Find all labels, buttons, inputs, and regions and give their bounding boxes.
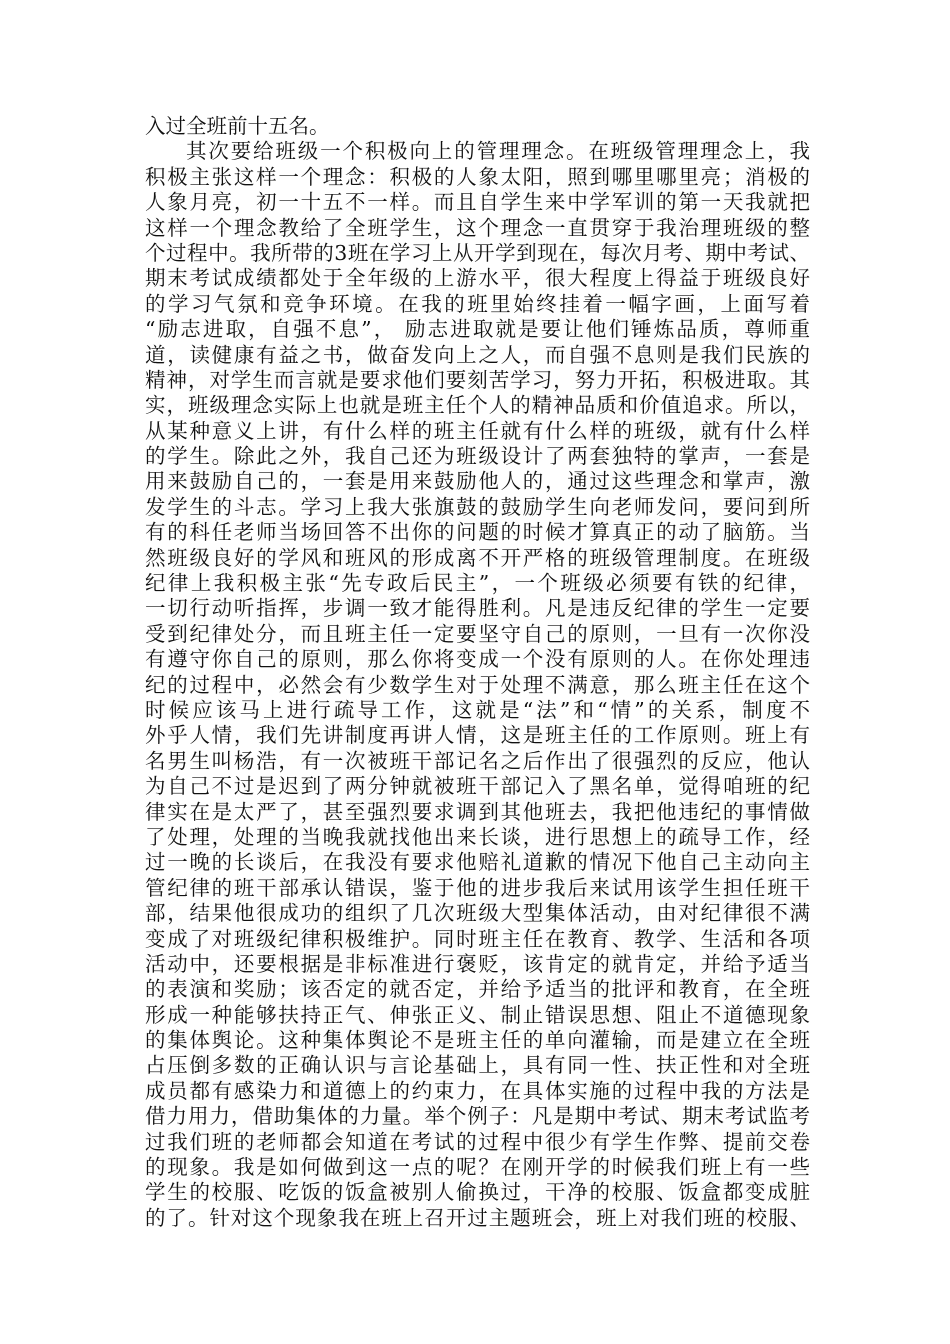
text-line: 占压倒多数的正确认识与言论基础上，具有同一性、扶正性和对全班	[145, 1053, 810, 1078]
text-line: 学生的校服、吃饭的饭盒被别人偷换过，干净的校服、饭盒都变成脏	[145, 1180, 810, 1205]
text-line: 有遵守你自己的原则，那么你将变成一个没有原则的人。在你处理违	[145, 647, 810, 672]
text-line: 纪的过程中，必然会有少数学生对于处理不满意，那么班主任在这个	[145, 672, 810, 697]
paragraph-start-line: 其次要给班级一个积极向上的管理理念。在班级管理理念上，我	[186, 139, 810, 164]
text-line: 成员都有感染力和道德上的约束力，在具体实施的过程中我的方法是	[145, 1078, 810, 1103]
text-line: 的学习气氛和竞争环境。在我的班里始终挂着一幅字画，上面写着	[145, 291, 810, 316]
text-line: 的学生。除此之外，我自己还为班级设计了两套独特的掌声，一套是	[145, 444, 810, 469]
text-line: “励志进取，自强不息”， 励志进取就是要让他们锤炼品质，尊师重	[145, 317, 810, 342]
text-line: 变成了对班级纪律积极维护。同时班主任在教育、教学、生活和各项	[145, 926, 810, 951]
text-line: 期末考试成绩都处于全年级的上游水平，很大程度上得益于班级良好	[145, 266, 810, 291]
text-line: 外乎人情，我们先讲制度再讲人情，这是班主任的工作原则。班上有	[145, 723, 810, 748]
text-line: 的现象。我是如何做到这一点的呢？在刚开学的时候我们班上有一些	[145, 1155, 810, 1180]
text-line: 道，读健康有益之书，做奋发向上之人，而自强不息则是我们民族的	[145, 342, 810, 367]
text-line: 部，结果他很成功的组织了几次班级大型集体活动，由对纪律很不满	[145, 901, 810, 926]
text-line: 受到纪律处分，而且班主任一定要坚守自己的原则，一旦有一次你没	[145, 621, 810, 646]
text-line: 这样一个理念教给了全班学生，这个理念一直贯穿于我治理班级的整	[145, 215, 810, 240]
text-line: 形成一种能够扶持正气、伸张正义、制止错误思想、阻止不道德现象	[145, 1002, 810, 1027]
text-line: 用来鼓励自己的，一套是用来鼓励他人的，通过这些理念和掌声，激	[145, 469, 810, 494]
text-line: 的了。针对这个现象我在班上召开过主题班会，班上对我们班的校服、	[145, 1205, 810, 1230]
text-line: 名男生叫杨浩，有一次被班干部记名之后作出了很强烈的反应，他认	[145, 748, 810, 773]
text-line: 借力用力，借助集体的力量。举个例子：凡是期中考试、期末考试监考	[145, 1104, 810, 1129]
body-text	[145, 114, 810, 1231]
text-line: 个过程中。我所带的3班在学习上从开学到现在，每次月考、期中考试、	[145, 240, 810, 265]
text-line: 的集体舆论。这种集体舆论不是班主任的单向灌输，而是建立在全班	[145, 1028, 810, 1053]
text-line: 纪律上我积极主张“先专政后民主”，一个班级必须要有铁的纪律，	[145, 571, 810, 596]
text-line: 发学生的斗志。学习上我大张旗鼓的鼓励学生向老师发问，要问到所	[145, 494, 810, 519]
text-line: 一切行动听指挥，步调一致才能得胜利。凡是违反纪律的学生一定要	[145, 596, 810, 621]
text-line: 然班级良好的学风和班风的形成离不开严格的班级管理制度。在班级	[145, 545, 810, 570]
text-line: 从某种意义上讲，有什么样的班主任就有什么样的班级，就有什么样	[145, 418, 810, 443]
text-line: 为自己不过是迟到了两分钟就被班干部记入了黑名单，觉得咱班的纪	[145, 774, 810, 799]
text-line: 精神，对学生而言就是要求他们要刻苦学习，努力开拓，积极进取。其	[145, 367, 810, 392]
text-line: 过一晚的长谈后，在我没有要求他赔礼道歉的情况下他自己主动向主	[145, 850, 810, 875]
text-line: 时候应该马上进行疏导工作，这就是“法”和“情”的关系，制度不	[145, 697, 810, 722]
text-line: 入过全班前十五名。	[145, 114, 330, 138]
text-line: 的表演和奖励；该否定的就否定，并给予适当的批评和教育，在全班	[145, 977, 810, 1002]
text-line: 了处理，处理的当晚我就找他出来长谈，进行思想上的疏导工作，经	[145, 824, 810, 849]
text-line: 实，班级理念实际上也就是班主任个人的精神品质和价值追求。所以，	[145, 393, 810, 418]
text-line: 管纪律的班干部承认错误，鉴于他的进步我后来试用该学生担任班干	[145, 875, 810, 900]
text-line: 活动中，还要根据是非标准进行褒贬，该肯定的就肯定，并给予适当	[145, 951, 810, 976]
text-line: 律实在是太严了，甚至强烈要求调到其他班去，我把他违纪的事情做	[145, 799, 810, 824]
text-line: 积极主张这样一个理念：积极的人象太阳，照到哪里哪里亮；消极的	[145, 164, 810, 189]
text-line: 有的科任老师当场回答不出你的问题的时候才算真正的动了脑筋。当	[145, 520, 810, 545]
text-line: 人象月亮，初一十五不一样。而且自学生来中学军训的第一天我就把	[145, 190, 810, 215]
text-line: 过我们班的老师都会知道在考试的过程中很少有学生作弊、提前交卷	[145, 1129, 810, 1154]
